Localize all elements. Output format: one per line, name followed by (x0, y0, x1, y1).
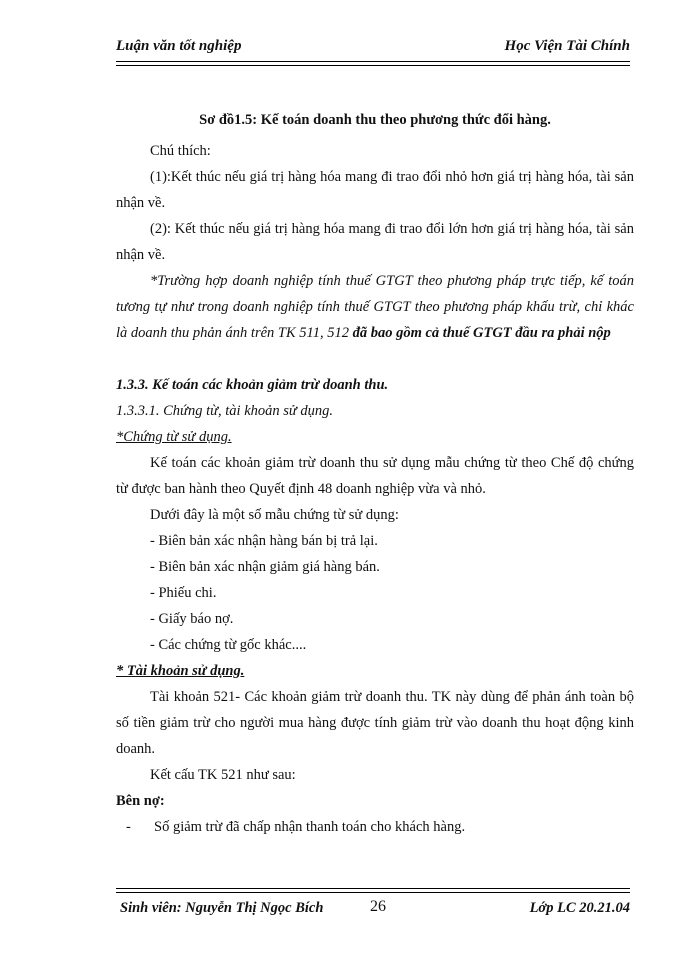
list-item: - Biên bản xác nhận giảm giá hàng bán. (150, 559, 380, 575)
page-body (116, 108, 634, 840)
footer-student: Sinh viên: Nguyễn Thị Ngọc Bích (120, 900, 324, 916)
documents-paragraph: Kế toán các khoản giảm trừ doanh thu sử dụng mẫu chứng từ theo Chế độ chứng từ được ban hành theo Quyết định 48 doanh nghiệp vừa và nhỏ. (116, 455, 634, 497)
documents-heading: *Chứng từ sử dụng. (116, 429, 232, 445)
documents-list (116, 528, 634, 658)
documents-intro: Dưới đây là một số mẫu chứng từ sử dụng: (150, 507, 399, 523)
footer-rule (116, 888, 630, 889)
note-2: (2): Kết thúc nếu giá trị hàng hóa mang đi trao đổi lớn hơn giá trị hàng hóa, tài sản nhận về. (116, 221, 634, 263)
note-label: Chú thích: (150, 143, 211, 159)
header-thesis-label: Luận văn tốt nghiệp (116, 38, 242, 54)
note-1: (1):Kết thúc nếu giá trị hàng hóa mang đi trao đổi nhỏ hơn giá trị hàng hóa, tài sản nhận về. (116, 169, 634, 211)
list-item: - Biên bản xác nhận hàng bán bị trả lại. (150, 533, 378, 549)
diagram-caption: Sơ đồ1.5: Kế toán doanh thu theo phương thức đổi hàng. (199, 112, 551, 128)
footer-class: Lớp LC 20.21.04 (529, 900, 630, 916)
direct-method-paragraph (116, 268, 634, 346)
header-rule-thin (116, 65, 630, 66)
list-item: - Phiếu chi. (150, 585, 217, 601)
debit-item-dash: - (126, 819, 131, 835)
debit-heading: Bên nợ: (116, 793, 165, 809)
section-1-3-3-heading: 1.3.3. Kế toán các khoản giảm trừ doanh thu. (116, 377, 389, 393)
direct-method-emphasis: đã bao gồm cả thuế GTGT đầu ra phải nộp (352, 325, 611, 341)
account-heading: * Tài khoản sử dụng. (116, 663, 245, 679)
header-rule (116, 61, 630, 62)
header-institution: Học Viện Tài Chính (504, 38, 630, 54)
footer-rule-thin (116, 892, 630, 893)
list-item: - Các chứng từ gốc khác.... (150, 637, 307, 653)
section-1-3-3-1-heading: 1.3.3.1. Chứng từ, tài khoản sử dụng. (116, 403, 334, 419)
debit-item-text: Số giảm trừ đã chấp nhận thanh toán cho khách hàng. (154, 819, 466, 835)
list-item: - Giấy báo nợ. (150, 611, 234, 627)
page-number: 26 (370, 898, 386, 915)
page-header (116, 38, 630, 55)
structure-line: Kết cấu TK 521 như sau: (150, 767, 296, 783)
debit-item (116, 814, 634, 840)
direct-method-text: *Trường hợp doanh nghiệp tính thuế GTGT theo phương pháp trực tiếp, kế toán tương tự như trong doanh nghiệp tính thuế GTGT theo phương pháp khấu trừ, chỉ khác là doanh thu phản ánh trên TK 511, 512 (116, 273, 634, 341)
account-paragraph: Tài khoản 521- Các khoản giảm trừ doanh thu. TK này dùng để phản ánh toàn bộ số tiền giảm trừ cho người mua hàng được tính giảm trừ vào doanh thu hoạt động kinh doanh. (116, 689, 634, 757)
